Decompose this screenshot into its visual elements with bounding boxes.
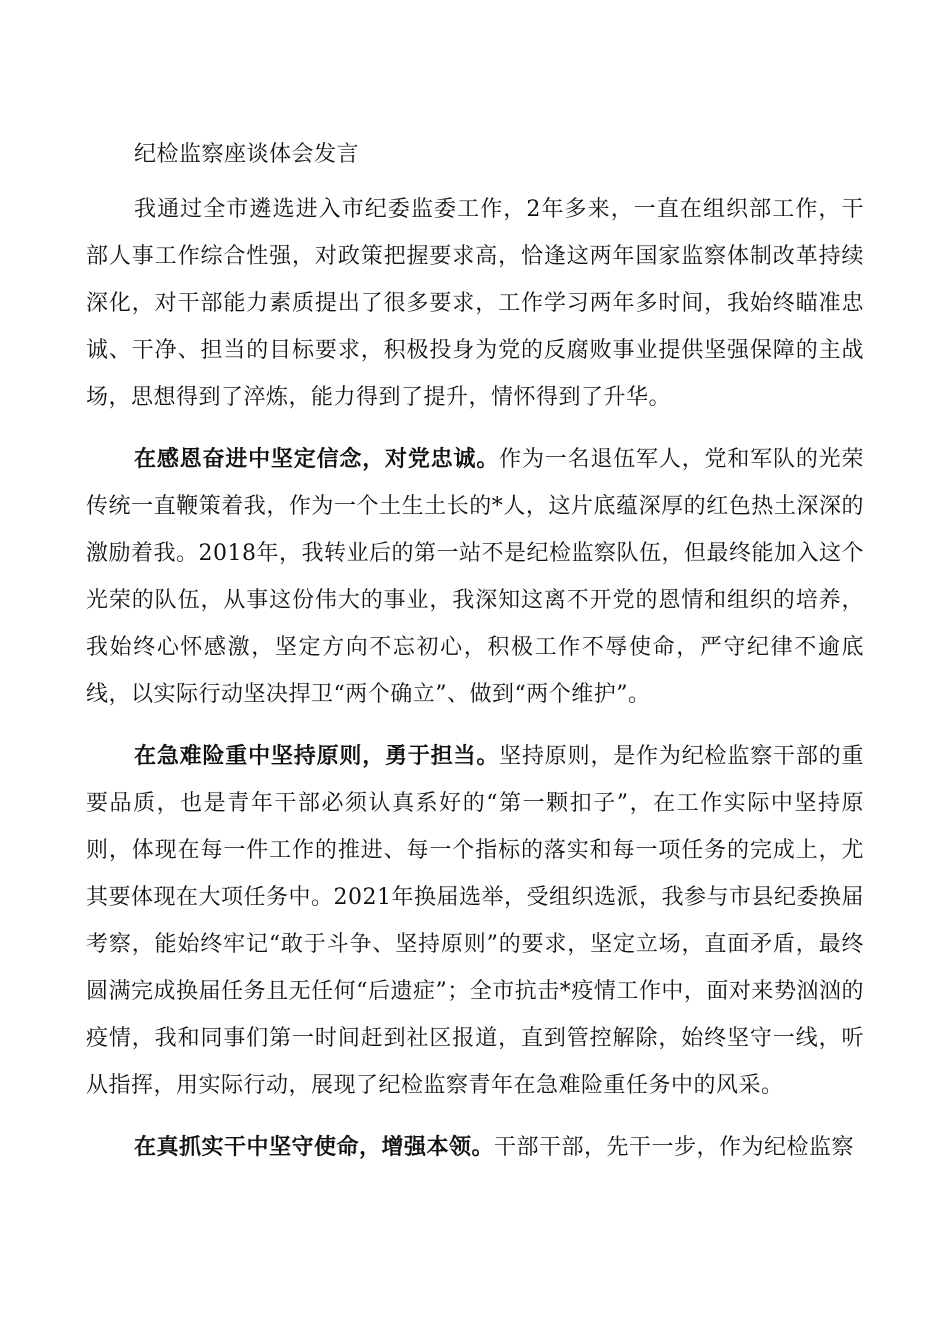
paragraph-heading: 在感恩奋进中坚定信念，对党忠诚。 <box>134 447 500 472</box>
document-title: 纪检监察座谈体会发言 <box>134 142 360 167</box>
paragraph-text: 坚持原则，是作为纪检监察干部的重要品质，也是青年干部必须认真系好的“第一颗扣子”，在工作实际中坚持原则，体现在每一件工作的推进、每一个指标的落实和每一项任务的完成上，尤其要体现在大项任务中。2021年换届选举，受组织选派，我参与市县纪委换届考察，能始终牢记“敢于斗争、坚持原则”的要求，坚定立场，直面矛盾，最终圆满完成换届任务且无任何“后遗症”；全市抗击*疫情工作中，面对来势汹汹的疫情，我和同事们第一时间赶到社区报道，直到管控解除，始终坚守一线，听从指挥，用实际行动，展现了纪检监察青年在急难险重任务中的风采。 <box>86 744 864 1098</box>
paragraph-principle <box>86 733 864 1109</box>
paragraph-text: 作为一名退伍军人，党和军队的光荣传统一直鞭策着我，作为一个土生土长的*人，这片底蕴深厚的红色热土深深的激励着我。2018年，我转业后的第一站不是纪检监察队伍，但最终能加入这个光荣的队伍，从事这份伟大的事业，我深知这离不开党的恩情和组织的培养，我始终心怀感激，坚定方向不忘初心，积极工作不辱使命，严守纪律不逾底线，以实际行动坚决捍卫“两个确立”、做到“两个维护”。 <box>86 447 864 707</box>
paragraph-heading: 在急难险重中坚持原则，勇于担当。 <box>134 744 500 769</box>
paragraph-text: 我通过全市遴选进入市纪委监委工作，2年多来，一直在组织部工作，干部人事工作综合性强，对政策把握要求高，恰逢这两年国家监察体制改革持续深化，对干部能力素质提出了很多要求，工作学习两年多时间，我始终瞄准忠诚、干净、担当的目标要求，积极投身为党的反腐败事业提供坚强保障的主战场，思想得到了淬炼，能力得到了提升，情怀得到了升华。 <box>86 197 864 410</box>
paragraph-mission <box>86 1124 864 1171</box>
paragraph-intro <box>86 186 864 421</box>
paragraph-text: 干部干部，先干一步，作为纪检监察 <box>494 1135 855 1160</box>
paragraph-loyalty <box>86 436 864 718</box>
paragraph-heading: 在真抓实干中坚守使命，增强本领。 <box>134 1135 495 1160</box>
